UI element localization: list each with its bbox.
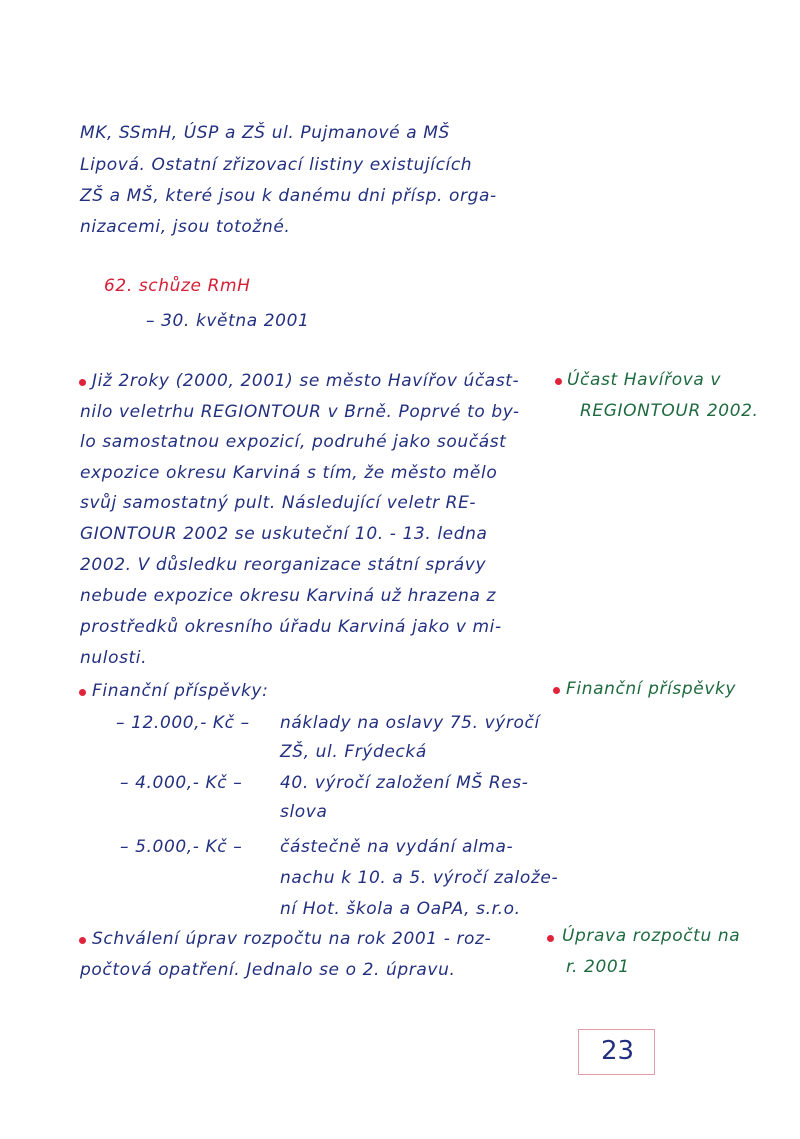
intro-line: ZŠ a MŠ, které jsou k danému dni přísp. orga-	[80, 186, 497, 206]
margin-note: REGIONTOUR 2002.	[580, 401, 759, 421]
item1-line: GIONTOUR 2002 se uskuteční 10. - 13. ledna	[80, 524, 488, 544]
amount-description: 40. výročí založení MŠ Res-	[280, 773, 529, 793]
item1-line: nebude expozice okresu Karviná už hrazena z	[80, 586, 497, 606]
item1-line: 2002. V důsledku reorganizace státní správy	[80, 555, 487, 575]
item1-line: expozice okresu Karviná s tím, že město mělo	[80, 463, 498, 483]
item1-line: Již 2roky (2000, 2001) se město Havířov účast-	[92, 371, 520, 391]
bullet-icon	[553, 687, 560, 694]
intro-line: MK, SSmH, ÚSP a ZŠ ul. Pujmanové a MŠ	[80, 123, 450, 143]
amount-description: slova	[280, 802, 328, 822]
item1-line: nilo veletrhu REGIONTOUR v Brně. Poprvé to by-	[80, 402, 520, 422]
bullet-icon	[79, 379, 86, 386]
intro-line: Lipová. Ostatní zřizovací listiny existujících	[80, 155, 473, 175]
bullet-icon	[79, 689, 86, 696]
margin-note: Úprava rozpočtu na	[562, 926, 741, 946]
margin-note: r. 2001	[566, 957, 630, 977]
item2-heading: Finanční příspěvky:	[92, 681, 269, 701]
bullet-icon	[547, 935, 554, 942]
item1-line: lo samostatnou expozicí, podruhé jako součást	[80, 432, 507, 452]
intro-line: nizacemi, jsou totožné.	[80, 217, 291, 237]
amount-description: částečně na vydání alma-	[280, 837, 514, 857]
amount-description: náklady na oslavy 75. výročí	[280, 713, 540, 733]
amount-description: nachu k 10. a 5. výročí založe-	[280, 868, 559, 888]
margin-note: Účast Havířova v	[567, 370, 722, 390]
amount: – 5.000,- Kč –	[120, 837, 243, 857]
amount: – 4.000,- Kč –	[120, 773, 243, 793]
bullet-icon	[79, 937, 86, 944]
amount: – 12.000,- Kč –	[116, 713, 250, 733]
page-number-box	[578, 1029, 655, 1075]
bullet-icon	[555, 378, 562, 385]
amount-description: ní Hot. škola a OaPA, s.r.o.	[280, 899, 521, 919]
item1-line: nulosti.	[80, 648, 148, 668]
item3-line: Schválení úprav rozpočtu na rok 2001 - roz-	[92, 929, 492, 949]
page-number: 23	[600, 1036, 635, 1066]
session-title: 62. schůze RmH	[104, 276, 251, 296]
margin-note: Finanční příspěvky	[566, 679, 737, 699]
amount-description: ZŠ, ul. Frýdecká	[280, 742, 427, 762]
item1-line: svůj samostatný pult. Následující veletr RE-	[80, 493, 477, 513]
item3-line: počtová opatření. Jednalo se o 2. úpravu.	[80, 960, 456, 980]
item1-line: prostředků okresního úřadu Karviná jako v mi-	[80, 617, 502, 637]
session-date: – 30. května 2001	[146, 311, 310, 331]
